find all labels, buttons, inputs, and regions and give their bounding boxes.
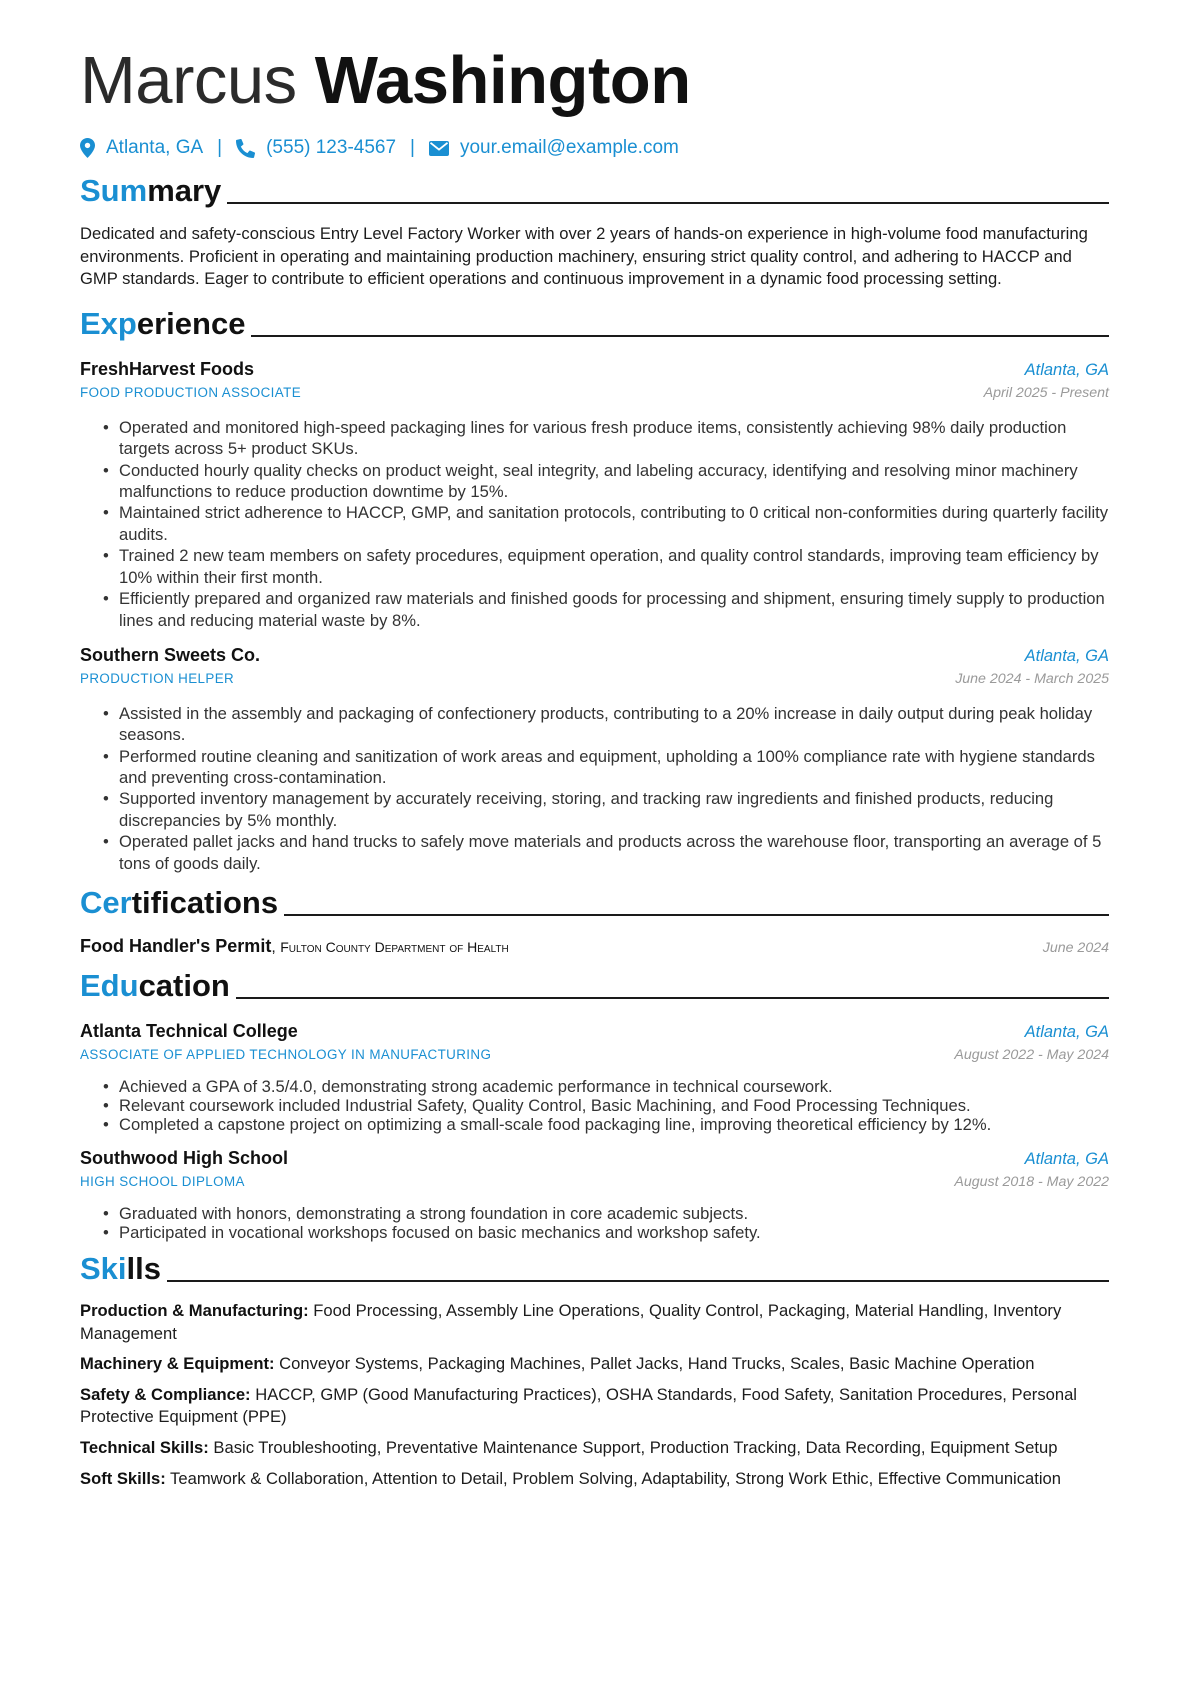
bullet-item: • Performed routine cleaning and sanitization of work areas and equipment, upholding a 100% compliance rate with hygiene standards and preventing cross-contamination. [119, 746, 1109, 789]
section-divider [251, 335, 1109, 337]
bullet-item: • Relevant coursework included Industrial Safety, Quality Control, Basic Machining, and Food Processing Techniques. [119, 1096, 1109, 1115]
education-dates: August 2022 - May 2024 [954, 1046, 1109, 1063]
skill-group [80, 1468, 1109, 1491]
bullet-item: • Assisted in the assembly and packaging of confectionery products, contributing to a 20% increase in daily output during peak holiday seasons. [119, 703, 1109, 746]
section-divider [284, 914, 1109, 916]
skill-group-items: Conveyor Systems, Packaging Machines, Pallet Jacks, Hand Trucks, Scales, Basic Machine Operation [274, 1354, 1035, 1374]
skill-group [80, 1353, 1109, 1376]
job-dates: June 2024 - March 2025 [955, 670, 1109, 687]
bullet-item: • Conducted hourly quality checks on product weight, seal integrity, and labeling accuracy, identifying and resolving minor machinery malfunctions to reduce production downtime by 15%. [119, 460, 1109, 503]
bullet-item: • Graduated with honors, demonstrating a strong foundation in core academic subjects. [119, 1204, 1109, 1223]
section-title-education: Education [80, 967, 230, 1003]
contact-location [80, 137, 203, 159]
job-title: FOOD PRODUCTION ASSOCIATE [80, 384, 302, 400]
bullet-item: • Maintained strict adherence to HACCP, GMP, and sanitation protocols, contributing to 0 critical non-conformities during quarterly facility audits. [119, 502, 1109, 545]
bullet-item: • Achieved a GPA of 3.5/4.0, demonstrating strong academic performance in technical coursework. [119, 1077, 1109, 1096]
school-location: Atlanta, GA [1024, 1022, 1109, 1041]
job-location: Atlanta, GA [1024, 360, 1109, 379]
job-dates: April 2025 - Present [983, 384, 1109, 401]
certification-issuer: Fulton County Department of Health [280, 938, 509, 955]
map-marker-icon [80, 138, 95, 158]
education-dates: August 2018 - May 2022 [954, 1174, 1109, 1190]
section-title-summary: Summary [80, 173, 222, 208]
experience-entry [80, 643, 1109, 875]
envelope-icon [429, 141, 449, 156]
phone-text: (555) 123-4567 [266, 137, 397, 158]
certification-issuer-prefix: , [271, 938, 281, 956]
skill-group-label: Safety & Compliance: [80, 1384, 251, 1404]
school-location: Atlanta, GA [1024, 1150, 1109, 1168]
skills-section-header [80, 1250, 1109, 1288]
education-entry [80, 1146, 1109, 1242]
degree-title: ASSOCIATE OF APPLIED TECHNOLOGY IN MANUFACTURING [80, 1046, 492, 1062]
job-bullets [80, 703, 1109, 875]
skill-group-items: Food Processing, Assembly Line Operations, Quality Control, Packaging, Material Handling, Inventory Management [80, 1301, 1062, 1343]
skill-group-label: Technical Skills: [80, 1438, 209, 1457]
section-divider [227, 202, 1109, 204]
location-text: Atlanta, GA [106, 137, 204, 158]
contact-bar [80, 136, 1109, 160]
phone-icon [236, 139, 255, 158]
section-title-experience: Experience [80, 305, 246, 341]
bullet-item: • Supported inventory management by accurately receiving, storing, and tracking raw ingredients and finished products, reducing discrepancies by 5% monthly. [119, 788, 1109, 831]
experience-section-header [80, 305, 1109, 343]
education-entry [80, 1019, 1109, 1134]
certification-date: June 2024 [1042, 939, 1109, 956]
skill-group-items: Basic Troubleshooting, Preventative Maintenance Support, Production Tracking, Data Recording, Equipment Setup [208, 1438, 1058, 1457]
job-title: PRODUCTION HELPER [80, 670, 235, 686]
skill-group-label: Production & Manufacturing: [80, 1301, 309, 1321]
bullet-item: • Trained 2 new team members on safety procedures, equipment operation, and quality control standards, improving team efficiency by 10% within their first month. [119, 545, 1109, 588]
first-name: Marcus [80, 43, 297, 118]
skill-group-items: Teamwork & Collaboration, Attention to Detail, Problem Solving, Adaptability, Strong Work Ethic, Effective Communication [165, 1468, 1062, 1488]
school-name: Atlanta Technical College [80, 1020, 298, 1041]
education-bullets [80, 1077, 1109, 1134]
summary-section-header [80, 172, 1109, 210]
job-location: Atlanta, GA [1024, 646, 1109, 665]
employer-name: Southern Sweets Co. [80, 644, 261, 665]
employer-name: FreshHarvest Foods [80, 358, 255, 379]
contact-separator: | [217, 137, 223, 158]
skill-group-label: Soft Skills: [80, 1468, 166, 1488]
certification-name: Food Handler's Permit [80, 935, 272, 956]
section-title-certifications: Certifications [80, 884, 279, 920]
bullet-item: • Operated pallet jacks and hand trucks to safely move materials and products across the warehouse floor, transporting an average of 5 tons of goods daily. [119, 831, 1109, 874]
contact-separator: | [410, 137, 415, 158]
contact-email[interactable] [429, 137, 679, 159]
skill-group [80, 1384, 1109, 1429]
certifications-section-header [80, 884, 1109, 922]
section-divider [236, 997, 1109, 999]
section-divider [167, 1280, 1109, 1282]
school-name: Southwood High School [80, 1148, 288, 1168]
bullet-item: • Efficiently prepared and organized raw materials and finished goods for processing and shipment, ensuring timely supply to production lines and reducing material waste by 8%. [119, 588, 1109, 631]
skill-group [80, 1300, 1109, 1345]
candidate-name [80, 42, 1109, 120]
email-link: your.email@example.com [459, 137, 679, 158]
bullet-item: • Participated in vocational workshops focused on basic mechanics and workshop safety. [119, 1223, 1109, 1242]
skill-group [80, 1437, 1109, 1460]
last-name: Washington [314, 43, 691, 118]
experience-entry [80, 357, 1109, 631]
summary-text: Dedicated and safety-conscious Entry Level Factory Worker with over 2 years of hands-on experience in high-volume food manufacturing environments. Proficient in operating and maintaining production machinery, ensuring strict quality control, and adhering to HACCP and GMP standards. Eager to contribute to efficient operations and continuous improvement in a dynamic food processing setting. [80, 224, 1088, 289]
job-bullets [80, 417, 1109, 631]
skill-group-items: HACCP, GMP (Good Manufacturing Practices), OSHA Standards, Food Safety, Sanitation Procedures, Personal Protective Equipment (PPE) [80, 1384, 1077, 1427]
degree-title: HIGH SCHOOL DIPLOMA [80, 1174, 245, 1189]
bullet-item: • Completed a capstone project on optimizing a small-scale food packaging line, improving theoretical efficiency by 12%. [119, 1115, 1109, 1134]
skill-group-label: Machinery & Equipment: [80, 1354, 275, 1374]
bullet-item: • Operated and monitored high-speed packaging lines for various fresh produce items, consistently achieving 98% daily production targets across 5+ product SKUs. [119, 417, 1109, 460]
certification-item [80, 936, 1109, 959]
education-section-header [80, 967, 1109, 1005]
contact-phone[interactable] [236, 137, 396, 159]
education-bullets [80, 1204, 1109, 1242]
section-title-skills: Skills [80, 1251, 161, 1287]
